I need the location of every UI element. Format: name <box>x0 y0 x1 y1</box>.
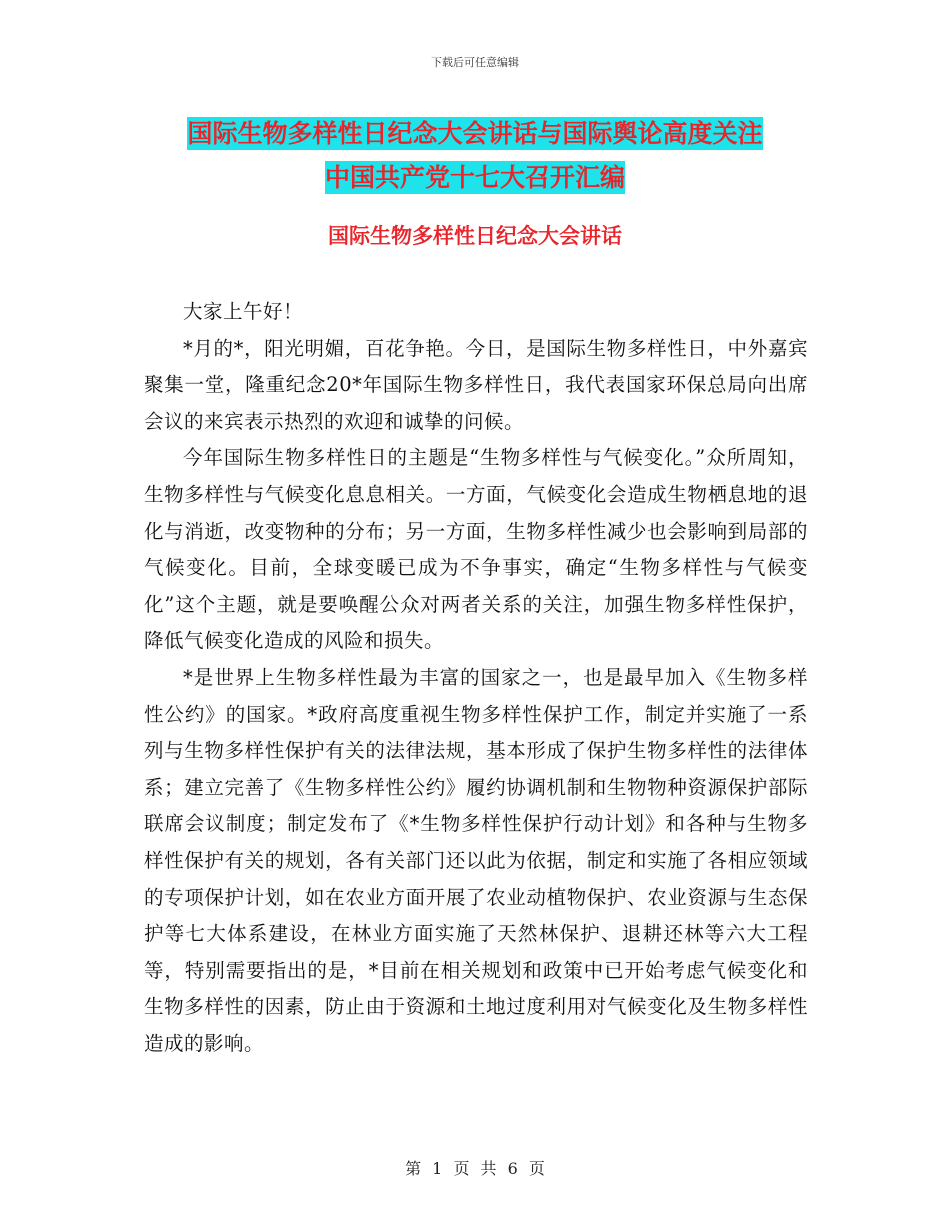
title-line-1: 国际生物多样性日纪念大会讲话与国际舆论高度关注 <box>187 119 763 148</box>
paragraph-policy: *是世界上生物多样性最为丰富的国家之一，也是最早加入《生物多样性公约》的国家。*政府高度重视生物多样性保护工作，制定并实施了一系列与生物多样性保护有关的法律法规，基本形成了保护生物多样性的法律体系；建立完善了《生物多样性公约》履约协调机制和生物物种资源保护部际联席会议制度；制定发布了《*生物多样性保护行动计划》和各种与生物多样性保护有关的规划，各有关部门还以此为依据，制定和实施了各相应领域的专项保护计划，如在农业方面开展了农业动植物保护、农业资源与生态保护等七大体系建设，在林业方面实施了天然林保护、退耕还林等六大工程等，特别需要指出的是，*目前在相关规划和政策中已开始考虑气候变化和生物多样性的因素，防止由于资源和土地过度利用对气候变化及生物多样性造成的影响。 <box>144 665 808 1055</box>
paragraph-opening: *月的*，阳光明媚，百花争艳。今日，是国际生物多样性日，中外嘉宾聚集一堂，隆重纪念20*年国际生物多样性日，我代表国家环保总局向出席会议的来宾表示热烈的欢迎和诚挚的问候。 <box>144 336 808 433</box>
document-title <box>0 112 950 200</box>
page-number: 第 1 页 共 6 页 <box>405 1159 545 1178</box>
document-body <box>144 294 808 1062</box>
paragraph-greeting: 大家上午好！ <box>183 300 304 323</box>
title-line-2: 中国共产党十七大召开汇编 <box>324 163 625 192</box>
section-title: 国际生物多样性日纪念大会讲话 <box>328 224 622 248</box>
page-header-note: 下载后可任意编辑 <box>431 56 519 69</box>
paragraph-theme: 今年国际生物多样性日的主题是“生物多样性与气候变化。”众所周知，生物多样性与气候变化息息相关。一方面，气候变化会造成生物栖息地的退化与消逝，改变物种的分布；另一方面，生物多样性减少也会影响到局部的气候变化。目前，全球变暖已成为不争事实，确定“生物多样性与气候变化”这个主题，就是要唤醒公众对两者关系的关注，加强生物多样性保护，降低气候变化造成的风险和损失。 <box>144 446 808 653</box>
